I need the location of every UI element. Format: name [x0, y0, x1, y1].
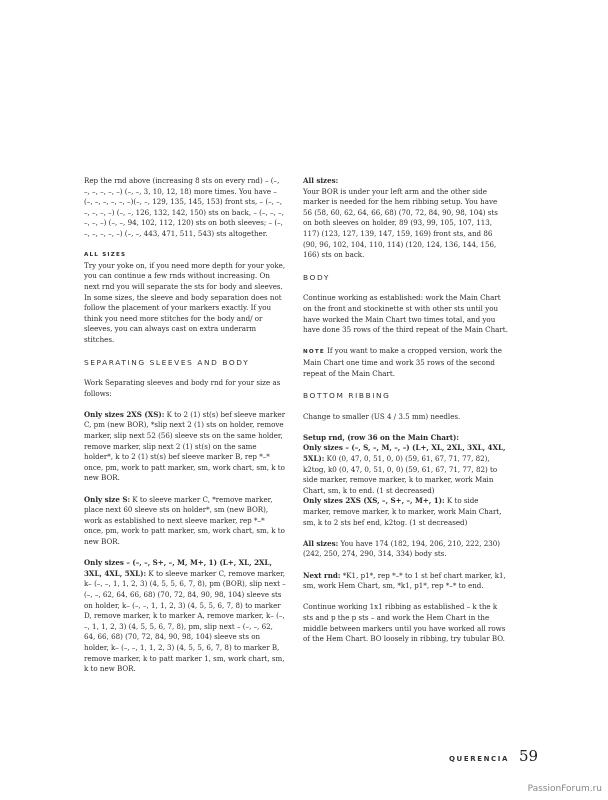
paragraph-size-s — [84, 495, 286, 548]
paragraph-all-sizes-body-sts — [303, 539, 508, 560]
all-sizes-label: ALL SIZES — [84, 252, 127, 259]
setup-sizes-label: Only sizes – (–, S, –, M, –, –) (L+, XL, 2XL, 3XL, 4XL, 5XL): — [303, 443, 506, 464]
all-sizes-label-2: All sizes: — [303, 538, 339, 548]
paragraph-sizes-2xs — [84, 410, 286, 484]
paragraph-sizes-large — [84, 558, 286, 675]
heading-body: BODY — [303, 272, 330, 282]
footer-brand: QUERENCIA — [449, 755, 510, 763]
paragraph-bor-summary: Your BOR is under your left arm and the other side marker is needed for the hem ribbing setup. You have 56 (58, 60, 62, 64, 66, 68) (70, 72, 84, 90, 98, 104) sts on both sleeves on holder, 89 (93, 99, 105, 107, 113, 117) (123, 127, 139, 147, 159, 169) front sts, and 86 (90, 96, 102, 104, 110, 114) (120, 124, 136, 144, 156, 166) sts on back. — [303, 186, 498, 260]
size-label-large: Only sizes – (–, –, S+, –, M, M+, 1) (L+, XL, 2XL, 3XL, 4XL, 5XL): — [84, 558, 272, 578]
left-column — [84, 176, 286, 685]
note-text: If you want to make a cropped version, work the Main Chart one time and work 35 rows of the second repeat of the Main Chart. — [303, 346, 502, 378]
paragraph-body-continue: Continue working as established: work the Main Chart on the front and stockinette st with other sts until you have worked the Main Chart two times total, and you have done 35 rows of the third repeat of the Main Chart. — [303, 293, 508, 335]
instructions-s: K to sleeve marker C, *remove marker, place next 60 sleeve sts on holder*, sm (new BOR), work as established to next sleeve marker, rep *–* once, pm, work to patt marker, sm, work chart, sm, k to new BOR. — [84, 494, 285, 546]
instructions-large: K to sleeve marker C, remove marker, k– (–, –, 1, 1, 2, 3) (4, 5, 5, 6, 7, 8), pm (BOR), slip next – (–, –, 62, 64, 66, 68) (70, 72, 84, 90, 98, 104) sleeve sts on holder, k– (–, –, 1, 1, 2, 3) (4, 5, 5, 6, 7, 8) to marker D, remove marker, k to marker A, remove marker, k– (–, –, 1, 1, 2, 3) (4, 5, 5, 6, 7, 8), pm, slip next – (–, –, 62, 64, 66, 68) (70, 72, 84, 90, 98, 104) sleeve sts on holder, k– (–, –, 1, 1, 2, 3) (4, 5, 5, 6, 7, 8) to marker B, remove marker, k to patt marker 1, sm, work chart, sm, k to new BOR. — [84, 568, 286, 674]
page-number: 59 — [519, 747, 539, 765]
paragraph-setup-rnd — [303, 433, 508, 528]
paragraph-next-rnd — [303, 571, 508, 592]
heading-bottom-ribbing: BOTTOM RIBBING — [303, 391, 391, 401]
paragraph-work-separating: Work Separating sleeves and body rnd for your size as follows: — [84, 378, 281, 398]
setup-instructions: K0 (0, 47, 0, 51, 0, 0) (59, 61, 67, 71, 77, 82), k2tog, k0 (0, 47, 0, 51, 0, 0) (59, 61, 67, 71, 77, 82) to side marker, remove marker, k to marker, work Main Chart, sm, k to end. (1 st decreased) — [303, 454, 498, 495]
all-sizes-heading: All sizes: — [303, 176, 339, 185]
right-column — [303, 176, 508, 655]
heading-separating-sleeves: SEPARATING SLEEVES AND BODY — [84, 357, 250, 367]
next-rnd-text: *K1, p1*, rep *–* to 1 st bef chart marker, k1, sm, work Hem Chart, sm, *k1, p1*, rep *–* to end. — [303, 570, 506, 591]
instructions-2xs: K to 2 (1) st(s) bef sleeve marker C, pm (new BOR), *slip next 2 (1) sts on holder, remove marker, slip next 52 (56) sleeve sts on the same holder, remove marker, slip next 2 (1) st(s) on the same holder*, k to 2 (1) st(s) bef sleeve marker B, rep *–* once, pm, work to patt marker, sm, work chart, sm, k to new BOR. — [84, 409, 286, 483]
setup-sizes-label-2: Only sizes 2XS (XS, –, S+, –, M+, 1): — [303, 496, 445, 506]
body-sts-text: You have 174 (182, 194, 206, 210, 222, 230) (242, 250, 274, 290, 314, 334) body sts. — [303, 538, 501, 559]
size-label-s: Only size S: — [84, 494, 131, 504]
paragraph-increase-repeat: Rep the rnd above (increasing 8 sts on every rnd) – (–, –, –, –, –, –) (–, –, 3, 10, 12, 18) more times. You have – (–, –, –, –, –, –)(–, –, 129, 135, 145, 153) front sts, – (–, –, –, –, –, –) (–, –, 126, 132, 142, 150) sts on back, – (–, –, –, –, –, –) (–, –, 94, 102, 112, 120) sts on both sleeves; – (–, –, –, –, –, –) (–, –, 443, 471, 511, 543) sts altogether. — [84, 176, 284, 238]
paragraph-change-needles: Change to smaller (US 4 / 3.5 mm) needles. — [303, 411, 461, 421]
size-label-2xs: Only sizes 2XS (XS): — [84, 409, 165, 419]
paragraph-try-yoke: Try your yoke on, if you need more depth for your yoke, you can continue a few rnds without increasing. On next rnd you will separate the sts for body and sleeves. In some sizes, the sleeve and body separation does not follow the placement of your markers exactly. If you think you need more stitches for the body and/ or sleeves, you can always cast on extra underarm stitches. — [84, 260, 286, 344]
setup-rnd-label: Setup rnd, (row 36 on the Main Chart): — [303, 432, 459, 442]
watermark: PassionForum.ru — [527, 784, 602, 794]
next-rnd-label: Next rnd: — [303, 570, 341, 580]
note-label: NOTE — [303, 349, 325, 356]
setup-instructions-2: K to side marker, remove marker, k to marker, work Main Chart, sm, k to 2 sts bef end, k2tog. (1 st decreased) — [303, 496, 502, 527]
paragraph-note — [303, 346, 508, 379]
paragraph-continue-ribbing: Continue working 1x1 ribbing as established – k the k sts and p the p sts – and work the Hem Chart in the middle between markers until you have worked all rows of the Hem Chart. BO loosely in ribbing, try tubular BO. — [303, 602, 506, 644]
page-footer — [449, 747, 538, 765]
